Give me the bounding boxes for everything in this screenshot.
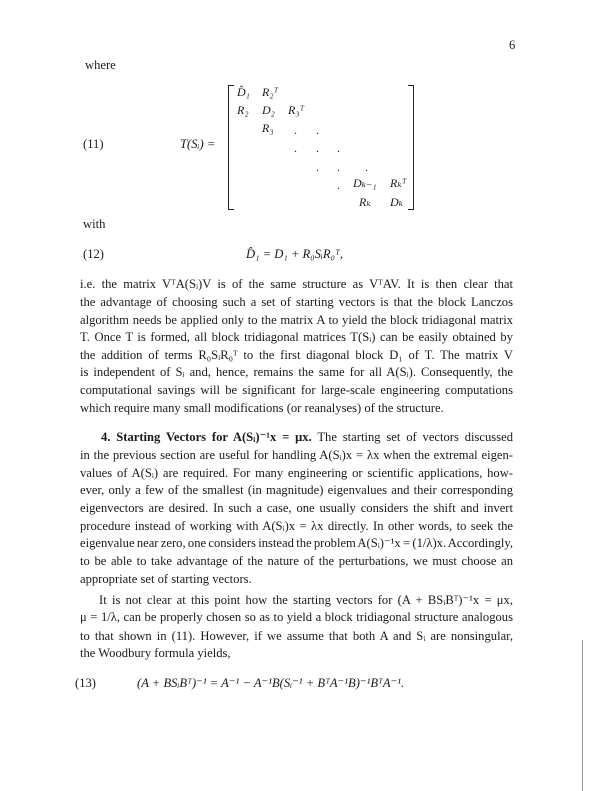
- matrix-dot: .: [316, 123, 319, 137]
- text-line: procedure instead of working with A(Sᵢ)x = λx directly. In other words, to seek the: [80, 519, 513, 533]
- equation-lhs: T(Sᵢ) =: [180, 137, 216, 151]
- matrix-entry: D̂₁: [237, 85, 250, 99]
- matrix-entry: R₃: [262, 121, 274, 135]
- text-line: to that shown in (11). However, if we assume that both A and Sᵢ are nonsingular,: [80, 629, 513, 643]
- text-line: ever, only a few of the smallest (in magnitude) eigenvalues and their corresponding: [80, 483, 513, 497]
- matrix-entry: D₂: [262, 103, 275, 117]
- matrix-entry: Dₖ₋₁: [353, 176, 377, 190]
- text-line: the Woodbury formula yields,: [80, 646, 231, 660]
- text-line: eigenvectors are desired. In such a case, one usually considers the shift and invert: [80, 501, 513, 515]
- text-line: which require many small modifications (or reanalyses) of the structure.: [80, 401, 444, 415]
- with-word: with: [83, 217, 106, 231]
- equation-13-label: (13): [75, 676, 96, 690]
- text-line: eigenvalue near zero, one considers instead the problem A(Sᵢ)⁻¹x = (1/λ)x. Accordingly,: [80, 536, 513, 550]
- matrix-entry: R₂: [237, 103, 249, 117]
- text-line: appropriate set of starting vectors.: [80, 572, 252, 586]
- equation-13: (A + BSᵢBᵀ)⁻¹ = A⁻¹ − A⁻¹B(Sᵢ⁻¹ + BᵀA⁻¹B)⁻¹BᵀA⁻¹.: [137, 676, 405, 690]
- text-line: to be able to take advantage of the nature of the perturbations, we must choose an: [80, 554, 513, 568]
- matrix-entry: R₂ᵀ: [262, 85, 279, 99]
- text-line: values of A(Sᵢ) are required. For many engineering or scientific applications, how-: [80, 466, 513, 480]
- text-line: i.e. the matrix VᵀA(Sᵢ)V is of the same structure as VᵀAV. It is then clear that: [80, 277, 513, 291]
- matrix-dot: .: [337, 160, 340, 174]
- matrix-entry: Rₖ: [359, 195, 371, 209]
- matrix-entry: Rₖᵀ: [390, 176, 407, 190]
- matrix-dot: .: [316, 160, 319, 174]
- scan-edge-line: [582, 640, 583, 791]
- text-line: It is not clear at this point how the starting vectors for (A + BSᵢBᵀ)⁻¹x = μx,: [99, 593, 513, 607]
- text-line: the addition of terms R₀SᵢR₀ᵀ to the first diagonal block D₁ of T. The matrix V: [80, 348, 513, 362]
- matrix-dot: .: [337, 141, 340, 155]
- text-span: The starting set of vectors discussed: [317, 430, 513, 444]
- text-line: algorithm needs be applied only to the matrix A to yield the block tridiagonal matrix: [80, 313, 513, 327]
- matrix-dot: .: [337, 178, 340, 192]
- matrix-entry: R₃ᵀ: [288, 103, 305, 117]
- matrix-dot: .: [294, 123, 297, 137]
- equation-label: (11): [83, 137, 104, 151]
- page-number: 6: [509, 38, 516, 52]
- equation-12: D̂₁ = D₁ + R₀SᵢR₀ᵀ,: [246, 247, 343, 261]
- matrix-entry: Dₖ: [390, 195, 404, 209]
- text-line: in the previous section are useful for handling A(Sᵢ)x = λx when the extremal eigen-: [80, 448, 513, 462]
- equation-12-label: (12): [83, 247, 104, 261]
- matrix-dot: .: [294, 141, 297, 155]
- section-heading-line: [101, 428, 513, 446]
- intro-word: where: [85, 58, 116, 72]
- matrix-dot: .: [316, 141, 319, 155]
- text-line: μ = 1/λ, can be properly chosen so as to yield a block tridiagonal structure analogous: [80, 610, 513, 624]
- text-line: is independent of Sᵢ and, hence, remains the same for all A(Sᵢ). Consequently, the: [80, 365, 513, 379]
- right-bracket: [408, 85, 414, 210]
- section-heading: 4. Starting Vectors for A(Sᵢ)⁻¹x = μx.: [101, 430, 312, 444]
- text-line: computational savings will be significant for large-scale engineering computations: [80, 383, 513, 397]
- text-line: the advantage of choosing such a set of starting vectors is that the block Lanczos: [80, 295, 513, 309]
- matrix-dot: .: [365, 160, 368, 174]
- left-bracket: [228, 85, 234, 210]
- text-line: T. Once T is formed, all block tridiagonal matrices T(Sᵢ) can be easily obtained by: [80, 330, 513, 344]
